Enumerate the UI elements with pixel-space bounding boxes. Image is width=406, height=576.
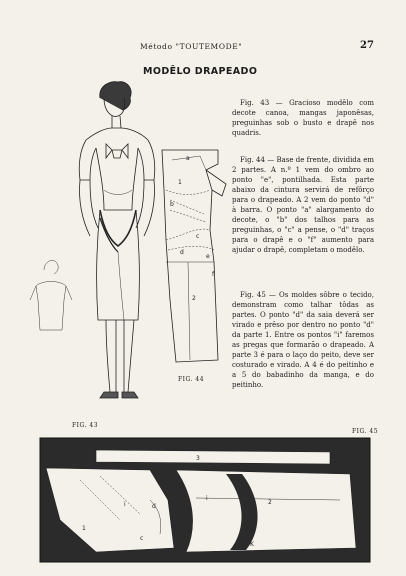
running-title: Método "TOUTEMODE" xyxy=(140,42,243,51)
fig44-label-f: f xyxy=(212,271,215,278)
fig44-label-2: 2 xyxy=(192,295,196,302)
fig44-label-d: d xyxy=(180,249,184,256)
fig45-caption: FIG. 45 xyxy=(352,428,379,435)
section-title: MODÊLO DRAPEADO xyxy=(143,66,258,77)
fig45-label-i-left: i xyxy=(124,501,126,508)
fig43-caption: FIG. 43 xyxy=(72,422,99,429)
fig45-label-d: d xyxy=(152,503,156,510)
page-number: 27 xyxy=(360,40,374,51)
fig44-label-1: 1 xyxy=(178,179,182,186)
fig44-caption: FIG. 44 xyxy=(178,376,205,383)
fig45-label-c: c xyxy=(140,535,144,542)
fig45-label-3: 3 xyxy=(196,455,200,462)
fig44-label-e: e xyxy=(206,253,210,260)
fig44-label-b: b xyxy=(170,201,174,208)
fig45-label-K: K xyxy=(250,541,254,548)
fig45-label-i-right: i xyxy=(206,495,208,502)
fig44-label-c: c xyxy=(196,233,200,240)
paragraph-fig44-text: Fig. 44 — Base de frente, dividida em 2 partes. A n.º 1 vem do ombro ao ponto "e", pontilhada. Esta parte abaixo da cintura servirá de refôrço para o drapeado. A 2 vem do ponto "d" à barra. O ponto "a" alargamento do decote, o "b" dos talhos para as preguinhas, o "c" a pense, o "d" traços para o drapê e o "f" aumento para ajudar o drapê, completam o modêlo. xyxy=(232,156,374,254)
fig45-label-2: 2 xyxy=(268,499,272,506)
fig44-label-a: a xyxy=(186,155,190,162)
paragraph-fig43-text: Fig. 43 — Gracioso modêlo com decote canoa, mangas japonêsas, preguinhas sob o busto e drapê nos quadris. xyxy=(232,99,374,137)
fig45-label-1: 1 xyxy=(82,525,86,532)
paragraph-fig45-text: Fig. 45 — Os moldes sôbre o tecido, demonstram como talhar tôdas as partes. O ponto "d" da saia deverá ser virado e prêso por dentro no ponto "d" da parte 1. Entre os pontos "i" faremos as pregas que formarão o drapeado. A parte 3 é para o laço do peito, deve ser costurado e virado. A 4 é do peitinho e a 5 do babadinho da manga, e do peitinho. xyxy=(232,291,374,389)
